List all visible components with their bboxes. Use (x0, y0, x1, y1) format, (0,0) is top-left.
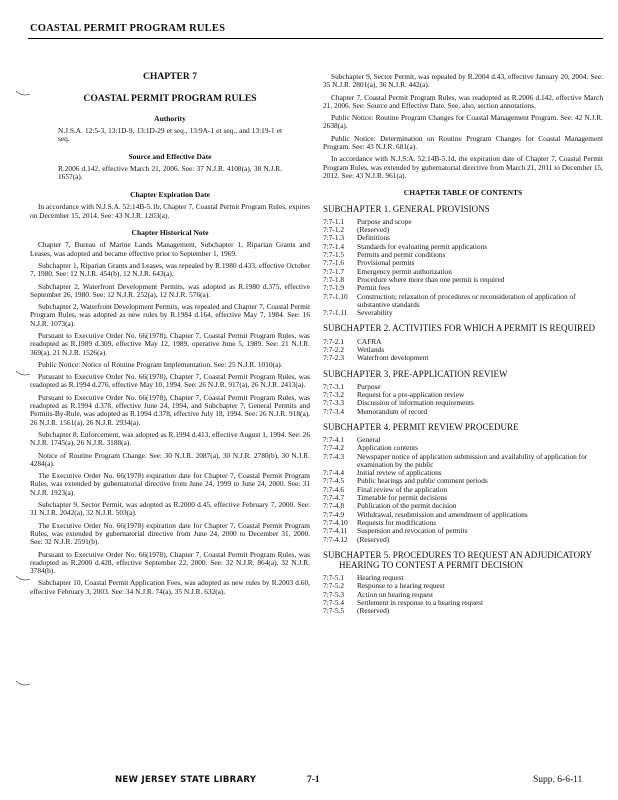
history-paragraph: The Executive Order No. 66(1978) expiration date for Chapter 7, Coastal Permit Program Rules, was extended by gubernatorial directive from June 24, 1999 to June 24, 2000. See: 31 N.J.R. 1923(a). (30, 471, 310, 497)
history-paragraph: The Executive Order No. 66(1978) expiration date for Chapter 7, Coastal Permit Program Rules, was extended by gubernatorial directive from June 24, 2000 to December 31, 2000. See: 32 N.J.R. 2591(b). (30, 520, 310, 547)
history-paragraph: Subchapter 9, Sector Permit, was repealed by R.2004 d.43, effective January 20, 2004. See: 35 N.J.R. 2801(a), 36 N.J.R. 442(a). (323, 72, 603, 90)
page-number: 7-1 (307, 775, 320, 785)
section-title: Memorandum of record (357, 406, 428, 416)
history-notes (30, 241, 310, 596)
history-paragraph: Subchapter 2, Waterfront Development Permits, was repealed and Chapter 7, Coastal Permit Program Rules, was adopted as new rules by R.1984 d.164, effective May 7, 1984. See: 16 N.J.R. 1073(a). (30, 302, 310, 328)
history-paragraph: In accordance with N.J.S.A. 52:14B-5.1d, the expiration date of Chapter 7, Coastal Permit Program Rules, was extended by gubernatorial directive from March 21, 2011 to December 15, 2012. See: 43 N.J.R. 961(a). (323, 154, 603, 180)
history-paragraph: Pursuant to Executive Order No. 66(1978), Chapter 7, Coastal Permit Program Rules, was readopted as R.2000 d.428, effective September 22, 2000. See: 32 N.J.R. 864(a), 32 N.J.R. 3784(b). (30, 549, 310, 576)
section-title: CAFRA (357, 336, 382, 346)
history-paragraph: Subchapter 1, Riparian Grants and Leases, was repealed by R.1980 d.433, effective October 7, 1980. See: 12 N.J.R. 454(b), 12 N.J.R. 643(a). (30, 260, 310, 279)
section-title: (Reserved) (357, 606, 390, 616)
section-title: Withdrawal, resubmission and amendment of applications (357, 509, 528, 519)
running-header: COASTAL PERMIT PROGRAM RULES (30, 23, 226, 34)
section-number: 7:7-4.6 (323, 484, 345, 494)
section-title: Discussion of information requirements (357, 398, 474, 408)
section-title: Action on hearing request (357, 589, 434, 599)
section-title: Timetable for permit decisions (357, 493, 448, 503)
history-paragraph: Subchapter 8, Enforcement, was adopted as R.1994 d.413, effective August 1, 1994. See: 26 N.J.R. 1745(a), 26 N.J.R. 3188(a). (30, 429, 310, 448)
history-paragraph: Public Notice: Determination on Routine Program Changes for Coastal Management Program. See: 43 N.J.R. 681(a). (323, 133, 603, 152)
subchapter-title: SUBCHAPTER 3. PRE-APPLICATION REVIEW (323, 368, 508, 379)
history-paragraph: Chapter 7, Bureau of Marine Lands Management, Subchapter 1, Riparian Grants and Leases, was adopted and became effective prior to September 1, 1969. (30, 240, 310, 258)
section-title: Newspaper notice of application submission and availability of application for examination by the public (357, 451, 588, 469)
section-title: Waterfront development (357, 353, 429, 363)
section-title: Emergency permit authorization (357, 266, 452, 276)
section-number: 7:7-1.6 (323, 258, 345, 268)
left-column (30, 70, 310, 600)
section-title: Purpose and scope (357, 216, 412, 226)
section-number: 7:7-1.8 (323, 274, 345, 284)
section-number: 7:7-1.3 (323, 233, 345, 243)
section-number: 7:7-4.4 (323, 468, 345, 478)
section-number: 7:7-4.7 (323, 493, 345, 503)
history-paragraph: Subchapter 10, Coastal Permit Application Fees, was adopted as new rules by R.2003 d.60, effective February 3, 2003. See: 34 N.J.R. 74(a), 35 N.J.R. 632(a). (30, 578, 310, 596)
section-title: Hearing request (357, 573, 404, 583)
section-title: Response to a hearing request (357, 581, 445, 591)
section-title: Suspension and revocation of permits (357, 526, 468, 536)
section-title: (Reserved) (357, 534, 390, 544)
history-paragraph: Public Notice: Notice of Routine Program Implementation. See: 25 N.J.R. 1010(a). (38, 359, 283, 369)
toc-heading: CHAPTER TABLE OF CONTENTS (403, 188, 523, 198)
section-number: 7:7-1.4 (323, 241, 345, 251)
section-title: Permit fees (357, 283, 391, 293)
section-title: Provisional permits (357, 258, 415, 268)
section-number: 7:7-3.3 (323, 398, 345, 408)
section-number: 7:7-2.1 (323, 336, 345, 346)
section-number: 7:7-5.5 (323, 606, 345, 616)
history-paragraph: Pursuant to Executive Order No. 66(1978), Chapter 7, Coastal Permit Program Rules, was readopted as R.1994 d.378, effective June 24, 1994, and Subchapter 7, General Permits and Permits-By-Rule, was adopted as R.1994 d.378, effective July 18, 1994. See: 26 N.J.R. 918(a), 26 N.J.R. 1561(a), 26 N.J.R. 2934(a). (30, 392, 310, 427)
section-number: 7:7-1.5 (323, 250, 345, 260)
subchapter-title: SUBCHAPTER 4. PERMIT REVIEW PROCEDURE (323, 421, 519, 432)
section-title: Initial review of applications (357, 468, 442, 478)
section-title: Permits and permit conditions (357, 250, 446, 260)
history-paragraph: Pursuant to Executive Order No. 66(1978), Chapter 7, Coastal Permit Program Rules, was readopted as R.1989 d.309, effective May 12, 1989, operative June 5, 1989. See: 21 N.J.R. 369(a), 21 N.J.R. 1526(a). (30, 330, 310, 357)
toc-row (323, 536, 603, 544)
right-column (323, 73, 603, 616)
source-heading: Source and Effective Date (128, 151, 212, 161)
section-number: 7:7-4.3 (323, 451, 345, 461)
history-paragraph: Subchapter 9, Sector Permit, was adopted as R.2000 d.45, effective February 7, 2000. See: 31 N.J.R. 2042(a), 32 N.J.R. 503(a). (30, 500, 310, 518)
section-title: General (357, 435, 381, 444)
section-title: Application contents (357, 443, 418, 453)
section-number: 7:7-3.4 (323, 406, 345, 416)
section-title: Public hearings and public comment periods (357, 476, 488, 486)
section-number: 7:7-4.1 (323, 435, 345, 444)
subchapter-title: SUBCHAPTER 5. PROCEDURES TO REQUEST AN ADJUDICATORY HEARING TO CONTEST A PERMIT DECISION (323, 549, 592, 571)
section-number: 7:7-4.10 (323, 517, 348, 527)
supplement-date: Supp. 6-6-11 (533, 775, 583, 785)
section-title: Standards for evaluating permit applications (357, 241, 488, 251)
chapter-title: COASTAL PERMIT PROGRAM RULES (83, 92, 257, 104)
source-text: R.2006 d.142, effective March 21, 2006. See: 37 N.J.R. 4108(a), 38 N.J.R. 1657(a). (58, 164, 282, 182)
section-title: Wetlands (357, 344, 385, 354)
expiration-text: In accordance with N.J.S.A. 52:14B-5.1b, Chapter 7, Coastal Permit Program Rules, expires on December 15, 2014. See: 43 N.J.R. 1203(a). (30, 202, 310, 220)
history-paragraph: Pursuant to Executive Order No. 66(1978), Chapter 7, Coastal Permit Program Rules, was readopted as R.1994 d.276, effective May 10, 1994. See: 26 N.J.R. 917(a), 26 N.J.R. 2413(a). (30, 372, 310, 390)
history-paragraph: Public Notice: Routine Program Changes for Coastal Management Program. See: 42 N.J.R. 2638(a). (323, 113, 603, 131)
section-number: 7:7-5.1 (323, 573, 345, 583)
section-number: 7:7-4.11 (323, 526, 348, 536)
section-number: 7:7-4.5 (323, 476, 345, 486)
section-number: 7:7-4.12 (323, 534, 348, 544)
section-number: 7:7-2.2 (323, 344, 345, 354)
toc-row (323, 453, 603, 470)
section-number: 7:7-3.2 (323, 389, 345, 399)
section-number: 7:7-5.2 (323, 581, 345, 591)
section-number: 7:7-4.9 (323, 509, 345, 519)
section-title: Requests for modifications (357, 517, 437, 527)
section-number: 7:7-2.3 (323, 353, 345, 363)
section-title: Request for a pre-application review (357, 389, 465, 399)
section-title: Settlement in response to a hearing request (357, 598, 484, 608)
subchapter-title: SUBCHAPTER 2. ACTIVITIES FOR WHICH A PERMIT IS REQUIRED (323, 323, 595, 334)
section-number: 7:7-4.2 (323, 443, 345, 453)
section-title: Final review of the application (357, 484, 448, 494)
table-of-contents (323, 204, 603, 616)
section-number: 7:7-5.3 (323, 589, 345, 599)
section-number: 7:7-4.8 (323, 501, 345, 511)
section-title: (Reserved) (357, 225, 390, 235)
section-number: 7:7-3.1 (323, 381, 345, 391)
library-stamp: NEW JERSEY STATE LIBRARY (115, 775, 257, 785)
margin-mark (14, 680, 32, 688)
section-number: 7:7-1.7 (323, 266, 345, 276)
history-paragraph: Chapter 7, Coastal Permit Program Rules, was readopted as R.2006 d.142, effective March 21, 2006. See: Source and Effective Date. See, also, section annotations. (323, 92, 603, 110)
history-heading: Chapter Historical Note (131, 227, 209, 237)
section-number: 7:7-1.2 (323, 225, 345, 235)
toc-row (323, 607, 603, 615)
subchapter-title: SUBCHAPTER 1. GENERAL PROVISIONS (323, 203, 490, 214)
toc-row (323, 408, 603, 416)
section-title: Definitions (357, 233, 391, 243)
toc-row (323, 293, 603, 310)
section-number: 7:7-1.11 (323, 308, 348, 318)
section-title: Construction; relaxation of procedures or reconsideration of application of substantive standards (357, 291, 576, 309)
expiration-heading: Chapter Expiration Date (130, 189, 210, 199)
history-paragraph: Subchapter 2, Waterfront Development Permits, was adopted as R.1980 d.375, effective September 26, 1980. See: 12 N.J.R. 252(a), 12 N.J.R. 576(a). (30, 281, 310, 299)
section-number: 7:7-1.1 (323, 216, 345, 226)
section-title: Publication of the permit decision (357, 501, 457, 511)
section-number: 7:7-5.4 (323, 598, 345, 608)
history-notes-continued (323, 73, 603, 180)
authority-heading: Authority (154, 113, 186, 123)
authority-text: N.J.S.A. 12:5-3, 13:1D-9, 13:1D-29 et seq., 13:9A-1 et seq., and 13:19-1 et seq. (58, 126, 282, 144)
toc-row (323, 309, 603, 317)
section-title: Procedure where more than one permit is required (357, 274, 505, 284)
section-title: Purpose (357, 381, 381, 391)
header-rule (28, 38, 603, 39)
section-number: 7:7-1.9 (323, 283, 345, 293)
section-title: Severability (357, 308, 393, 318)
history-paragraph: Notice of Routine Program Change. See: 30 N.J.R. 2087(a), 30 N.J.R. 2780(b), 30 N.J.R. 4284(a). (30, 450, 310, 468)
section-number: 7:7-1.10 (323, 291, 348, 301)
chapter-number: CHAPTER 7 (142, 71, 198, 82)
toc-row (323, 354, 603, 362)
